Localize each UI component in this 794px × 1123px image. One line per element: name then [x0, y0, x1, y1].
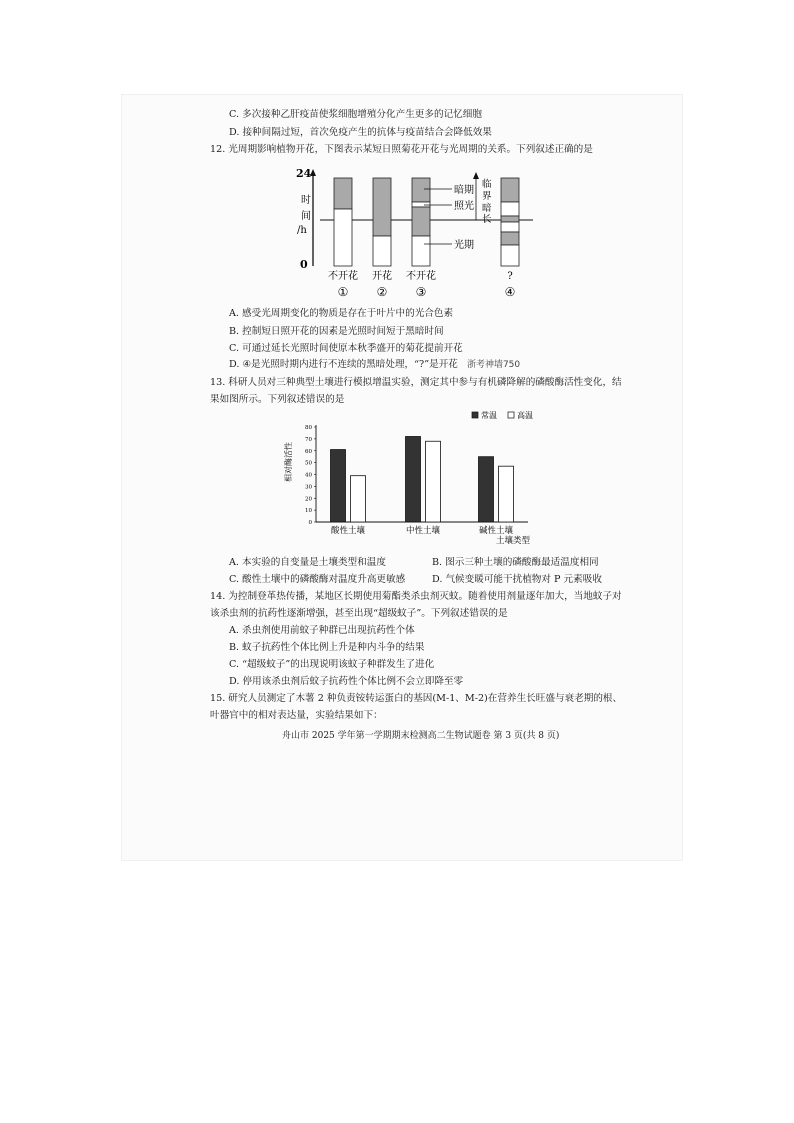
- y-tick-label: 40: [305, 472, 312, 479]
- bar-3-label: 不开花: [406, 271, 436, 282]
- q13-stem-2: 果如图所示。下列叙述错误的是: [210, 394, 345, 405]
- q14-option-d: D. 停用该杀虫剂后蚊子抗药性个体比例不会立即降至零: [229, 676, 464, 687]
- legend-swatch-1: [472, 412, 478, 418]
- x-category-label: 酸性土壤: [330, 526, 366, 536]
- q14-stem-2: 该杀虫剂的抗药性逐渐增强，甚至出现“超级蚊子”。下列叙述错误的是: [210, 608, 508, 619]
- chart-legend: [472, 410, 533, 420]
- bar-2-high: [426, 441, 441, 522]
- x-category-label: 碱性土壤: [478, 526, 514, 536]
- y-tick-label: 50: [305, 460, 312, 467]
- q15-stem-1: 15. 研究人员测定了木薯 2 种负责铵转运蛋白的基因(M-1、M-2)在营养生长旺盛与衰老期的根、: [210, 693, 623, 704]
- chart-xlabel: 土壤类型: [495, 536, 530, 546]
- page-footer: 舟山市 2025 学年第一学期期末检测高二生物试题卷 第 3 页(共 8 页): [282, 731, 560, 741]
- bar-1-label: 不开花: [328, 271, 358, 282]
- q13-option-b: B. 图示三种土壤的磷酸酶最适温度相同: [432, 557, 599, 568]
- q11-option-d: D. 接种间隔过短，首次免疫产生的抗体与疫苗结合会降低效果: [229, 127, 492, 138]
- bar-3-num: ③: [415, 285, 427, 299]
- x-category-label: 中性土壤: [405, 526, 441, 536]
- bar-1-num: ①: [337, 285, 349, 299]
- q11-option-c: C. 多次接种乙肝疫苗使浆细胞增殖分化产生更多的记忆细胞: [229, 109, 482, 120]
- watermark: 浙考神墙750: [466, 360, 521, 370]
- critical-2: 界: [482, 191, 492, 202]
- q12-option-a: A. 感受光周期变化的物质是存在于叶片中的光合色素: [229, 308, 454, 319]
- q13-option-c: C. 酸性土壤中的磷酸酶对温度升高更敏感: [229, 574, 406, 585]
- y-tick-label: 60: [305, 448, 312, 455]
- q15-stem-2: 叶器官中的相对表达量，实验结果如下：: [210, 710, 383, 721]
- q13-option-a: A. 本实验的自变量是土壤类型和温度: [229, 557, 386, 568]
- legend-light: 照光: [454, 201, 474, 212]
- legend-label-2: 高温: [517, 411, 533, 420]
- y-label-1: 时: [301, 195, 311, 206]
- q14-stem-1: 14. 为控制登革热传播，某地区长期使用菊酯类杀虫剂灭蚊。随着使用剂量逐年加大，当地蚊子对: [210, 591, 622, 602]
- q14-option-b: B. 蚊子抗药性个体比例上升是种内斗争的结果: [229, 642, 425, 653]
- bar-2-normal: [406, 437, 421, 523]
- q12-option-d-text: D. ④是光照时期内进行不连续的黑暗处理，“?”是开花: [229, 359, 458, 370]
- y-label-2: 间: [301, 211, 311, 222]
- y-tick-label: 80: [305, 425, 312, 431]
- q14-option-c: C. “超级蚊子”的出现说明该蚊子种群发生了进化: [229, 659, 435, 670]
- legend-photo: 光期: [454, 240, 474, 251]
- bar-3-normal: [479, 457, 494, 522]
- q13-stem-1: 13. 科研人员对三种典型土壤进行模拟增温实验，测定其中参与有机磷降解的磷酸酶活性变化，结: [210, 377, 622, 388]
- q13-option-d: D. 气候变暖可能干扰植物对 P 元素吸收: [432, 574, 602, 585]
- bar-1-high: [351, 476, 366, 522]
- bar-3-high: [499, 466, 514, 522]
- bar-4-num: ④: [504, 285, 516, 299]
- y-top-tick: 24: [296, 167, 312, 180]
- y-tick-label: 70: [305, 436, 312, 443]
- q14-option-a: A. 杀虫剂使用前蚊子种群已出现抗药性个体: [229, 625, 415, 636]
- bar-2-num: ②: [376, 285, 388, 299]
- q12-stem: 12. 光周期影响植物开花，下图表示某短日照菊花开花与光周期的关系。下列叙述正确的是: [210, 144, 593, 155]
- enzyme-chart: [0, 0, 794, 560]
- q12-option-b: B. 控制短日照开花的因素是光照时间短于黑暗时间: [229, 326, 444, 337]
- legend-swatch-2: [508, 412, 514, 418]
- y-tick-label: 0: [308, 520, 312, 526]
- y-tick-label: 30: [305, 484, 312, 491]
- bar-4-label: ?: [507, 271, 513, 282]
- y-bottom-tick: 0: [300, 258, 308, 271]
- critical-3: 暗: [482, 203, 492, 214]
- legend-dark: 暗期: [454, 185, 474, 196]
- y-tick-label: 20: [305, 496, 312, 503]
- critical-4: 长: [482, 214, 492, 225]
- q12-option-c: C. 可通过延长光照时间使原本秋季盛开的菊花提前开花: [229, 343, 463, 354]
- bar-1-normal: [331, 450, 346, 522]
- chart-ylabel: 相对酶活性: [284, 442, 293, 482]
- y-label-3: /h: [297, 225, 307, 236]
- legend-label-1: 常温: [481, 411, 497, 420]
- y-tick-label: 10: [305, 508, 312, 515]
- bar-2-label: 开花: [372, 271, 392, 282]
- critical-1: 临: [482, 179, 492, 190]
